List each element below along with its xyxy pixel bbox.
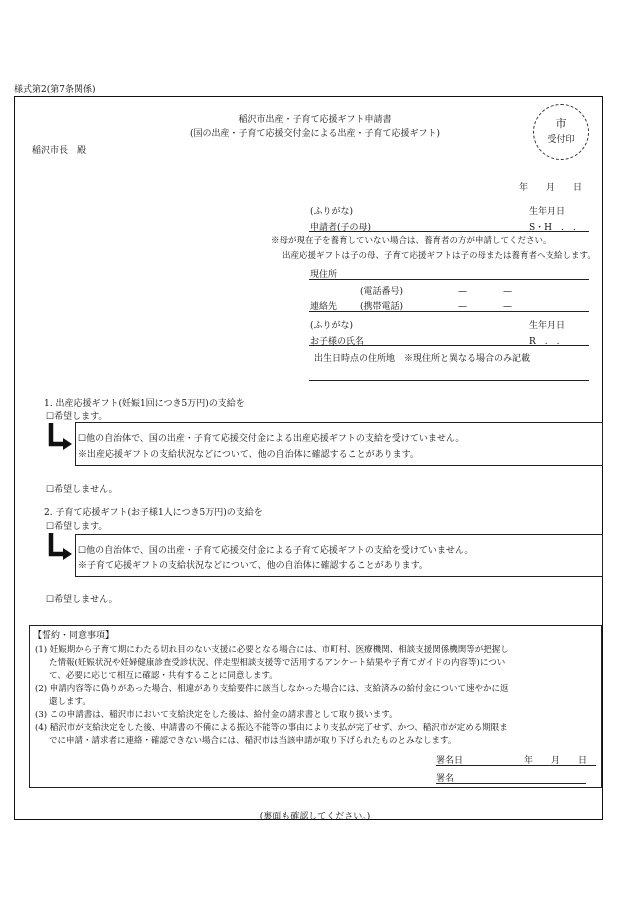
section1-no-checkbox[interactable]: ☐希望しません。 [46,485,118,495]
addressee: 稲沢市長 殿 [32,146,87,156]
consent-line: (1) 妊娠期から子育て期にわたる切れ目のない支援に必要となる場合には、市町村、医療機関、相談支援関係機関等が把握し [35,645,509,655]
note-payment: 出産応援ギフトは子の母、子育て応援ギフトは子の母または養育者へ支給します。 [282,251,596,261]
applicant-label: 申請者(子の母) [310,223,372,233]
contact-label: 連絡先 [310,302,338,312]
section2-condition-note: ※子育て応援ギフトの支給状況などについて、他の自治体に確認することがあります。 [78,561,428,571]
section2-heading: 2. 子育て応援ギフト(お子様1人につき5万円)の支給を [44,508,263,518]
section1-arrow-icon [47,423,73,453]
mobile-label: (携帯電話) [360,302,404,312]
section1-yes-checkbox[interactable]: ☐希望します。 [46,412,108,422]
form-subtitle: (国の出産・子育て応援交付金による出産・子育て応援ギフト) [189,129,441,139]
child-name-line[interactable] [309,345,589,346]
consent-line: た情報(妊娠状況や妊婦健康診査受診状況、伴走型相談支援等で活用するアンケート結果や子育てガイドの内容等)につい [49,658,506,668]
applicant-furigana-label: (ふりがな) [310,207,354,217]
signature-label: 署名 [436,774,455,784]
consent-line: (2) 申請内容等に偽りがあった場合、相違があり支給要件に該当しなかった場合には、支給済みの給付金について速やかに返 [35,684,509,694]
mobile-field[interactable]: — — [458,302,513,312]
child-birthdate-label: 生年月日 [529,321,566,331]
applicant-birthdate-field[interactable]: S・H . . [529,223,576,233]
consent-heading: 【誓約・同意事項】 [33,631,115,641]
section1-heading: 1. 出産応援ギフト(妊娠1回につき5万円)の支給を [44,399,245,409]
child-name-label: お子様の氏名 [310,337,365,347]
sign-date-field[interactable]: 年 月 日 [524,756,588,766]
consent-line: (3) この申請書は、稲沢市において支給決定をした後は、給付金の請求書として取り扱います。 [35,710,398,720]
section2-no-checkbox[interactable]: ☐希望しません。 [46,595,118,605]
contact-line[interactable] [309,311,589,312]
section1-condition-checkbox[interactable]: ☐他の自治体で、国の出産・子育て応援交付金による出産応援ギフトの支給を受けていません。 [78,434,465,444]
section2-arrow-icon [47,533,73,563]
section1-condition-note: ※出産応援ギフトの支給状況などについて、他の自治体に確認することがあります。 [78,450,419,460]
consent-line: (4) 稲沢市が支給決定をした後、申請書の不備による振込不能等の事由により支払が完了せず、かつ、稲沢市が定める期限ま [35,723,508,733]
stamp-label: 受付印 [547,135,575,145]
phone-label: (電話番号) [360,287,404,297]
consent-line: 還します。 [49,697,91,707]
applicant-birthdate-label: 生年月日 [529,207,566,217]
note-guardian: ※母が現在子を養育していない場合は、養育者の方が申請してください。 [271,236,552,246]
address-label: 現住所 [310,270,338,280]
applicant-name-line[interactable] [309,231,589,232]
form-code: 様式第2(第7条関係) [14,85,96,95]
section2-yes-checkbox[interactable]: ☐希望します。 [46,522,108,532]
birth-address-label: 出生日時点の住所地 ※現住所と異なる場合のみ記載 [314,354,531,364]
sign-date-line[interactable] [436,765,596,766]
consent-line: でに申請・請求者に連絡・確認できない場合には、稲沢市は当該申請が取り下げられたものとみなします。 [49,736,457,746]
phone-field[interactable]: — — [458,287,513,297]
form-title: 稲沢市出産・子育て応援ギフト申請書 [238,115,392,125]
consent-line: て、必要に応じて相互に確認・共有することに同意します。 [49,671,278,681]
birth-address-line[interactable] [309,380,589,381]
signature-line[interactable] [436,783,586,784]
child-furigana-label: (ふりがな) [310,321,354,331]
section2-condition-checkbox[interactable]: ☐他の自治体で、国の出産・子育て応援交付金による子育て応援ギフトの支給を受けていません。 [78,546,474,556]
sign-date-label: 署名日 [436,756,464,766]
address-line[interactable] [309,279,589,280]
footer-note: (裏面も確認してください。) [259,812,371,822]
application-date-field[interactable]: 年 月 日 [519,183,583,193]
reception-stamp [533,104,589,160]
child-birthdate-field[interactable]: R . . [529,337,560,347]
stamp-city: 市 [555,117,567,130]
